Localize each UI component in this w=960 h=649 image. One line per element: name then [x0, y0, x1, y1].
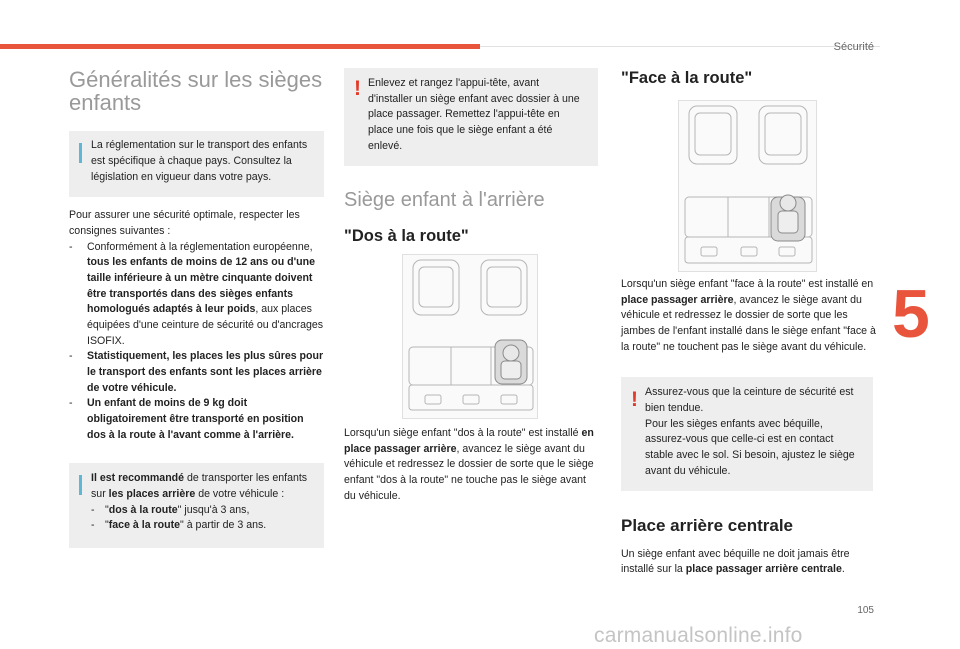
column-3-body	[621, 277, 879, 578]
rear-facing-paragraph	[344, 426, 598, 504]
rules-list	[69, 240, 324, 444]
column-1	[69, 68, 324, 548]
para-text: .	[841, 563, 845, 576]
warning-icon: !	[631, 388, 638, 412]
title-line-2: enfants	[69, 90, 142, 116]
rec-text: " à partir de 3 ans.	[180, 519, 267, 532]
header-accent-bar	[0, 44, 480, 49]
item-bold: Statistiquement, les places les plus sûres pour le transport des enfants sont les places arrière de votre véhicule.	[87, 350, 324, 394]
list-dash: -	[91, 519, 95, 532]
list-dash: -	[69, 350, 73, 363]
list-item	[91, 518, 310, 534]
section-label: Sécurité	[833, 41, 874, 53]
warning-text: Assurez-vous que la ceinture de sécurité est bien tendue.	[645, 386, 854, 415]
list-item	[69, 349, 324, 396]
para-bold: place passager arrière centrale	[685, 563, 842, 576]
para-bold: place passager arrière	[621, 293, 734, 306]
forward-facing-paragraph	[621, 277, 879, 355]
info-box	[69, 131, 324, 197]
recommendation-text	[91, 471, 310, 502]
intro-text: Pour assurer une sécurité optimale, respecter les consignes suivantes :	[69, 209, 300, 237]
info-text: La réglementation sur le transport des enfants est spécifique à chaque pays. Consultez la législation en vigueur dans votre pays.	[91, 139, 308, 183]
item-text: Conformément à la réglementation européenne,	[87, 240, 313, 253]
para-text: Un siège enfant avec béquille ne doit jamais être installé sur la	[621, 547, 850, 576]
rear-facing-subtitle: "Dos à la route"	[344, 226, 469, 245]
list-item	[91, 503, 310, 519]
recommendation-box	[69, 463, 324, 548]
para-text: Lorsqu'un siège enfant "face à la route" est installé en	[621, 278, 874, 290]
section-title	[69, 68, 324, 114]
page-number: 105	[857, 605, 874, 616]
rec-text: "	[105, 519, 109, 532]
rec-bold: face à la route	[108, 519, 181, 532]
chapter-number: 5	[892, 276, 930, 352]
item-bold: Un enfant de moins de 9 kg doit obligatoirement être transporté en position dos à la route à l'avant comme à l'arrière.	[87, 397, 304, 441]
header-rule	[480, 46, 880, 47]
item-text: , aux places équipées d'une ceinture de sécurité ou d'ancrages ISOFIX.	[87, 303, 324, 347]
para-bold: en place passager arrière	[344, 427, 594, 455]
rear-seat-title: Siège enfant à l'arrière	[344, 189, 545, 212]
list-dash: -	[91, 503, 95, 516]
list-item	[69, 240, 324, 350]
rear-center-title: Place arrière centrale	[621, 516, 794, 536]
column-2	[344, 68, 598, 248]
rec-bold: dos à la route	[108, 503, 178, 516]
warning-box	[621, 377, 873, 491]
forward-facing-subtitle: "Face à la route"	[621, 69, 753, 87]
warning-text: Enlevez et rangez l'appui-tête, avant d'installer un siège enfant avec dossier à une place passager. Remettez l'appui-tête en place une fois que le siège enfant a été enlevé.	[368, 77, 580, 152]
rec-text: de transporter les enfants sur	[91, 472, 308, 500]
car-seats-top-view-icon	[679, 101, 818, 273]
info-bar-icon	[79, 143, 82, 163]
car-seats-top-view-icon	[403, 255, 539, 420]
list-item	[69, 396, 324, 443]
rear-center-paragraph	[621, 547, 879, 578]
para-text: , avancez le siège avant du véhicule et redressez le dossier de sorte que les jambes de l'enfant installé dans le siège enfant "face à la route" ne touchent pas le siège avant du véhicule.	[621, 293, 876, 353]
rear-facing-illustration	[402, 254, 538, 419]
rec-text: " jusqu'à 3 ans,	[177, 503, 250, 516]
warning-icon: !	[354, 77, 361, 100]
info-bar-icon	[79, 475, 82, 495]
watermark: carmanualsonline.info	[594, 624, 803, 647]
rec-bold: Il est recommandé	[91, 472, 185, 485]
title-line-1: Généralités sur les sièges	[69, 67, 323, 92]
warning-text: Pour les sièges enfants avec béquille, assurez-vous que celle-ci est en contact stable avec le sol. Si besoin, ajustez le siège avant du véhicule.	[645, 417, 855, 477]
para-text: , avancez le siège avant du véhicule et redressez le dossier de sorte que le siège enfant "dos à la route" ne touche pas le siège avant du véhicule.	[344, 442, 594, 502]
rec-bold: les places arrière	[108, 487, 196, 500]
list-dash: -	[69, 240, 73, 253]
warning-box	[344, 68, 598, 166]
list-dash: -	[69, 397, 73, 410]
forward-facing-illustration	[678, 100, 817, 272]
rear-facing-text	[344, 426, 598, 504]
item-bold: tous les enfants de moins de 12 ans ou d'une taille inférieure à un mètre cinquante doivent être transportés dans des sièges enfants homologués adaptés à leur poids	[87, 256, 315, 316]
para-text: Lorsqu'un siège enfant "dos à la route" est installé	[344, 427, 582, 439]
rec-text: "	[105, 503, 109, 516]
column-3	[621, 66, 879, 90]
rec-text: de votre véhicule :	[195, 487, 285, 500]
